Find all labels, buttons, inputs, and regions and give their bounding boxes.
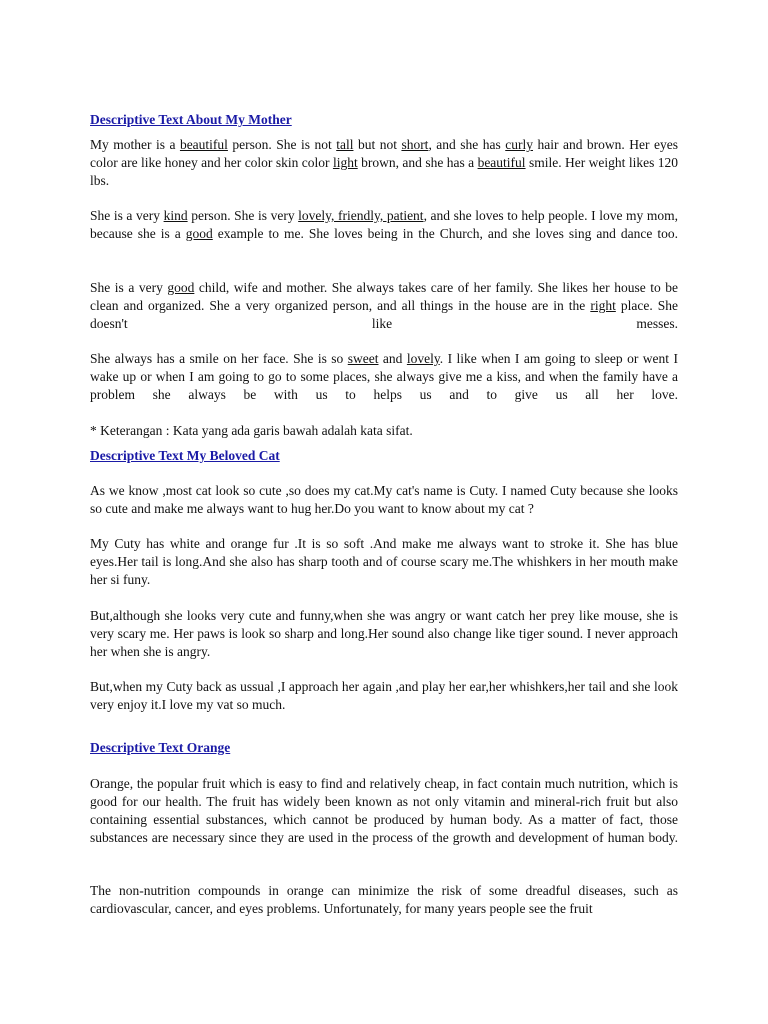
adjective-underlined: lovely, friendly, patient bbox=[298, 208, 424, 223]
section-title-cat: Descriptive Text My Beloved Cat bbox=[90, 448, 280, 463]
cat-paragraph-4: But,when my Cuty back as ussual ,I approach her again ,and play her ear,her whishkers,her tail and she look very enjoy it.I love my vat so much. bbox=[90, 679, 678, 712]
mother-paragraph-4: She always has a smile on her face. She is so sweet and lovely. I like when I am going to sleep or went I wake up or when I am going to go to some places, she always give me a kiss, and when the family have a problem she always be with us to helps us and to give us all her love. bbox=[90, 351, 678, 402]
adjective-underlined: lovely bbox=[406, 351, 440, 366]
mother-paragraph-1: My mother is a beautiful person. She is not tall but not short, and she has curly hair and brown. Her eyes color are like honey and her color skin color light brown, and she has a beautiful smile. Her weight likes 120 lbs. bbox=[90, 137, 679, 188]
mother-paragraph-2: She is a very kind person. She is very lovely, friendly, patient, and she loves to help people. I love my mom, because she is a good example to me. She loves being in the Church, and she loves sing and dance too. bbox=[90, 208, 679, 241]
adjective-underlined: tall bbox=[336, 137, 354, 152]
adjective-underlined: sweet bbox=[347, 351, 379, 366]
adjective-underlined: kind bbox=[163, 208, 188, 223]
adjective-underlined: right bbox=[590, 298, 616, 313]
adjective-underlined: light bbox=[332, 155, 358, 170]
cat-paragraph-1: As we know ,most cat look so cute ,so does my cat.My cat's name is Cuty. I named Cuty because she looks so cute and make me always want to hug her.Do you want to know about my cat ? bbox=[90, 483, 678, 516]
orange-paragraph-1: Orange, the popular fruit which is easy to find and relatively cheap, in fact contain much nutrition, which is good for our health. The fruit has widely been known as not only vitamin and mineral-rich fruit but also containing essential substances, which cannot be produced by human body. As a matter of fact, those substances are necessary since they are used in the process of the growth and development of human body. bbox=[90, 776, 678, 845]
adjective-underlined: beautiful bbox=[179, 137, 228, 152]
mother-paragraph-3: She is a very good child, wife and mother. She always takes care of her family. She likes her house to be clean and organized. She a very organized person, and all things in the house are in the right place. She doesn't like messes. bbox=[90, 280, 678, 331]
adjective-underlined: beautiful bbox=[477, 155, 526, 170]
adjective-underlined: good bbox=[185, 226, 213, 241]
adjective-underlined: good bbox=[167, 280, 195, 295]
section-title-mother: Descriptive Text About My Mother bbox=[90, 112, 292, 127]
adjective-underlined: curly bbox=[505, 137, 533, 152]
orange-paragraph-2: The non-nutrition compounds in orange can minimize the risk of some dreadful diseases, such as cardiovascular, cancer, and eyes problems. Unfortunately, for many years people see the fruit bbox=[90, 883, 678, 916]
adjective-underlined: short bbox=[401, 137, 429, 152]
keterangan-note: * Keterangan : Kata yang ada garis bawah adalah kata sifat. bbox=[90, 423, 413, 438]
cat-paragraph-2: My Cuty has white and orange fur .It is so soft .And make me always want to stroke it. She has blue eyes.Her tail is long.And she also has sharp tooth and of course scary me.The whishkers in her mouth make her si funy. bbox=[90, 536, 678, 587]
cat-paragraph-3: But,although she looks very cute and funny,when she was angry or want catch her prey like mouse, she is very scary me. Her paws is look so sharp and long.Her sound also change like tiger sound. I never approach her when she is angry. bbox=[90, 608, 678, 659]
section-title-orange: Descriptive Text Orange bbox=[90, 740, 231, 755]
